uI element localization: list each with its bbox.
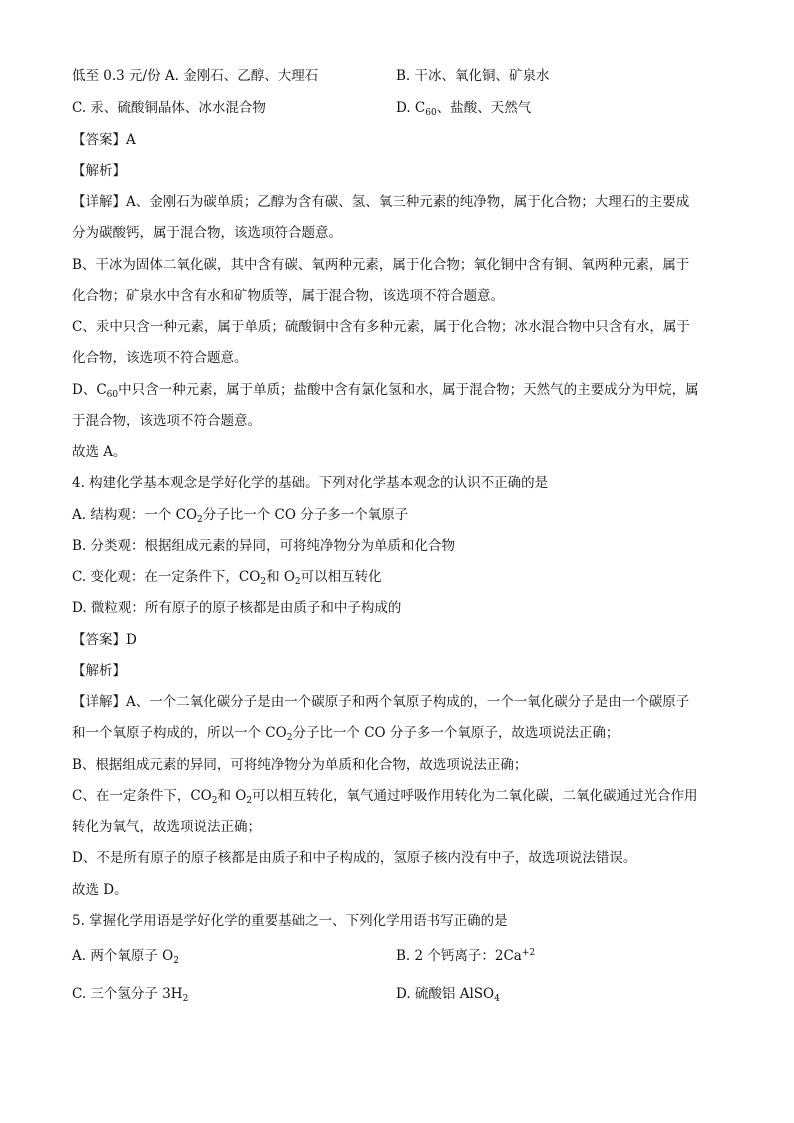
q4-detail-line-4-sub2: 2 xyxy=(246,796,253,806)
q5-option-a-pre: A. 两个氧原子 O xyxy=(72,948,174,964)
q4-option-a-sub: 2 xyxy=(197,515,203,525)
q4-option-d: D. 微粒观：所有原子的原子核都是由质子和中子构成的 xyxy=(72,600,402,616)
q3-option-b-text: B. 干冰、氧化铜、矿泉水 xyxy=(396,68,550,84)
q4-analysis-heading: 【解析】 xyxy=(72,663,126,679)
q5-option-d-pre: D. 硫酸铝 AlSO xyxy=(396,986,495,1002)
q4-detail-line-1: 【详解】A、一个二氧化碳分子是由一个碳原子和两个氧原子构成的，一个一氧化碳分子是由一个碳原子 xyxy=(72,694,690,710)
q4-detail-line-4-sub1: 2 xyxy=(211,796,218,806)
q5-option-c xyxy=(72,984,188,1004)
q4-option-c-sub2: 2 xyxy=(294,577,301,587)
q3-detail-line-7-post: 中只含一种元素，属于单质；盐酸中含有氯化氢和水，属于混合物；天然气的主要成分为甲烷，属 xyxy=(118,382,699,398)
q3-option-d-pre: D. C xyxy=(396,100,426,116)
q4-detail-line-5: 转化为氧气，故选项说法正确； xyxy=(72,819,261,835)
q4-option-c-pre: C. 变化观：在一定条件下，CO xyxy=(72,569,261,585)
q4-detail-line-6: D、不是所有原子的原子核都是由质子和中子构成的，氢原子核内没有中子，故选项说法错误。 xyxy=(72,850,637,866)
q5-option-a-sub: 2 xyxy=(173,956,179,966)
q5-option-c-sub: 2 xyxy=(182,994,189,1004)
q5-option-d-sub: 4 xyxy=(494,994,500,1004)
q4-detail-line-2-pre: 和一个氧原子构成的，所以一个 CO xyxy=(72,725,287,741)
q4-detail-line-2-post: 分子比一个 CO 分子多一个氧原子，故选项说法正确； xyxy=(292,725,620,741)
q4-option-a-pre: A. 结构观：一个 CO xyxy=(72,507,198,523)
q3-option-a xyxy=(72,66,318,86)
q3-option-a-text: 低至 0.3 元/份 A. 金刚石、乙醇、大理石 xyxy=(72,68,319,84)
q3-option-d xyxy=(396,98,531,118)
q5-option-b xyxy=(396,946,535,966)
q3-option-c-text: C. 汞、硫酸铜晶体、冰水混合物 xyxy=(72,100,266,116)
q4-detail-line-4-pre: C、在一定条件下，CO xyxy=(72,788,212,804)
q4-option-a-post: 分子比一个 CO 分子多一个氧原子 xyxy=(202,507,409,523)
q3-detail-line-3: B、干冰为固体二氧化碳，其中含有碳、氧两种元素，属于化合物；氧化铜中含有铜、氧两种元素，属于 xyxy=(72,257,690,273)
q3-detail-line-4: 化合物；矿泉水中含有水和矿物质等，属于混合物，该选项不符合题意。 xyxy=(72,288,504,304)
q4-detail-line-4-post: 可以相互转化，氧气通过呼吸作用转化为二氧化碳，二氧化碳通过光合作用 xyxy=(252,788,698,804)
q4-detail-line-3: B、根据组成元素的异同，可将纯净物分为单质和化合物，故选项说法正确； xyxy=(72,757,528,773)
q3-answer: 【答案】A xyxy=(72,132,136,148)
q4-stem: 4. 构建化学基本观念是学好化学的基础。下列对化学基本观念的认识不正确的是 xyxy=(72,475,549,491)
q4-detail-line-2-sub: 2 xyxy=(286,733,293,743)
q3-detail-line-1: 【详解】A、金刚石为碳单质；乙醇为含有碳、氢、氧三种元素的纯净物，属于化合物；大理石的主要成 xyxy=(72,194,690,210)
q3-detail-line-7-pre: D、C xyxy=(72,382,107,398)
q3-detail-line-8: 于混合物，该选项不符合题意。 xyxy=(72,413,261,429)
q4-conclusion: 故选 D。 xyxy=(72,882,128,898)
q3-option-d-post: 、盐酸、天然气 xyxy=(436,100,532,116)
q3-option-d-sub: 60 xyxy=(425,108,437,118)
q3-option-b xyxy=(396,66,550,86)
q5-option-d xyxy=(396,984,500,1004)
q4-answer: 【答案】D xyxy=(72,632,137,648)
q5-option-b-sup: +2 xyxy=(521,948,536,958)
q4-option-b: B. 分类观：根据组成元素的异同，可将纯净物分为单质和化合物 xyxy=(72,538,456,554)
q5-option-c-pre: C. 三个氢分子 3H xyxy=(72,986,183,1002)
q5-option-a xyxy=(72,946,179,966)
q4-detail-line-4-mid: 和 O xyxy=(217,788,247,804)
q4-detail-line-2 xyxy=(72,723,619,743)
q3-detail-line-6: 化合物，该选项不符合题意。 xyxy=(72,350,248,366)
q4-option-a xyxy=(72,505,408,525)
q4-option-c-post: 可以相互转化 xyxy=(300,569,382,585)
q3-option-c xyxy=(72,98,266,118)
q3-detail-line-7-sub: 60 xyxy=(106,390,119,400)
q3-detail-line-2: 分为碳酸钙，属于混合物，该选项符合题意。 xyxy=(72,225,342,241)
q4-option-c-mid: 和 O xyxy=(266,569,295,585)
q3-detail-line-5: C、汞中只含一种元素，属于单质；硫酸铜中含有多种元素，属于化合物；冰水混合物中只含有水，属于 xyxy=(72,319,690,335)
q4-option-c xyxy=(72,567,382,587)
q3-detail-line-7 xyxy=(72,380,699,400)
q5-stem: 5. 掌握化学用语是学好化学的重要基础之一、下列化学用语书写正确的是 xyxy=(72,913,508,929)
q3-analysis-heading: 【解析】 xyxy=(72,163,126,179)
q5-option-b-pre: B. 2 个钙离子：2Ca xyxy=(396,948,522,964)
q3-conclusion: 故选 A。 xyxy=(72,444,127,460)
q4-option-c-sub1: 2 xyxy=(260,577,267,587)
q4-detail-line-4 xyxy=(72,786,698,806)
